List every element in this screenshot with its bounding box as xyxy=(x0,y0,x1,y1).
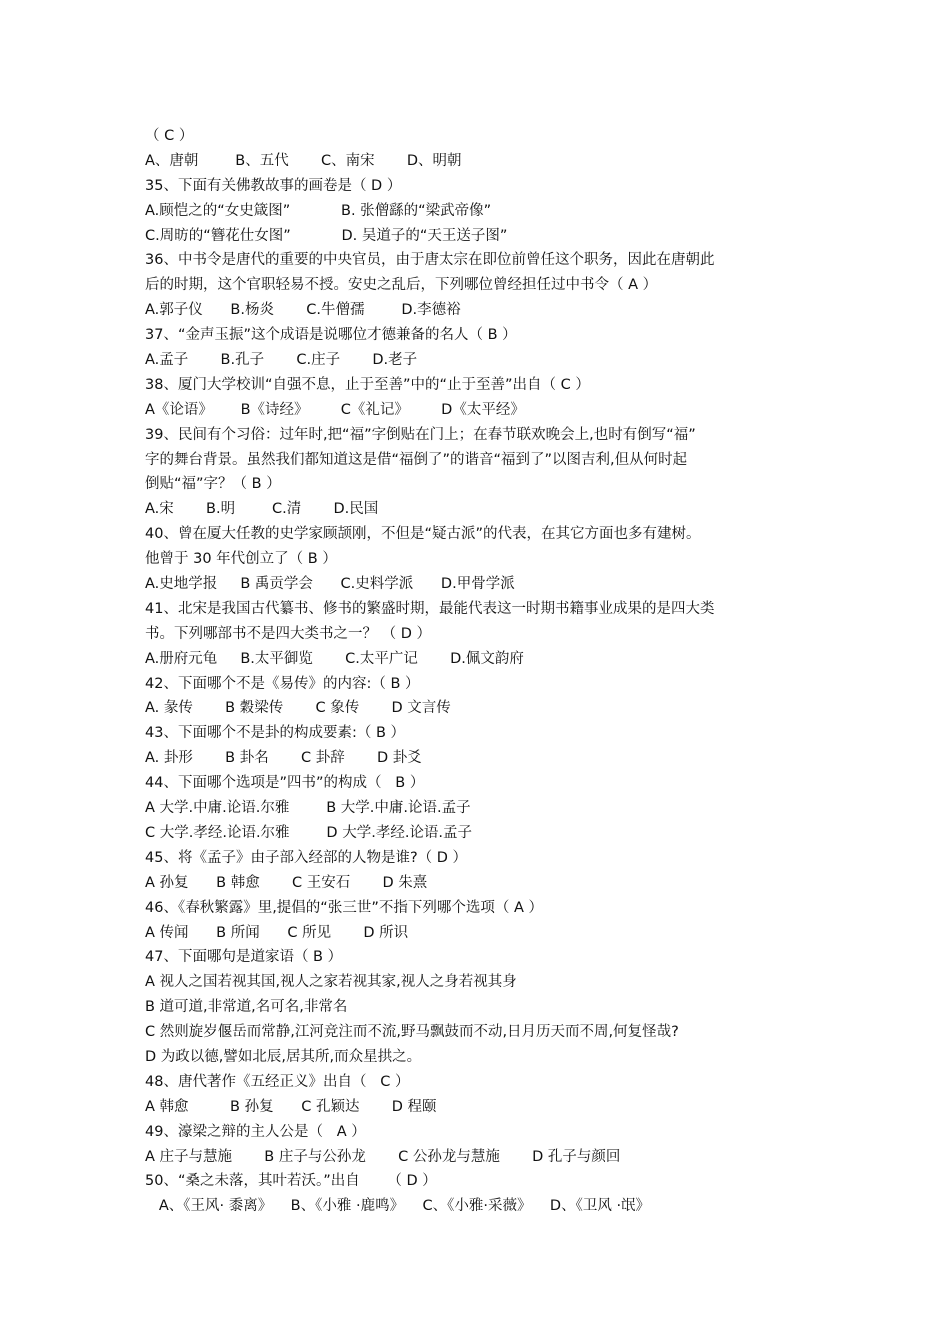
text-line: A 传闻 B 所闻 C 所见 D 所识 xyxy=(145,924,409,941)
text-line: 后的时期，这个官职轻易不授。安史之乱后，下列哪位曾经担任过中书令（ A ） xyxy=(145,277,658,294)
text-line: A 韩愈 B 孙复 C 孔颖达 D 程颐 xyxy=(145,1098,437,1115)
text-line: 47、下面哪句是道家语（ B ） xyxy=(145,949,343,966)
text-line: 42、下面哪个不是《易传》的内容:（ B ） xyxy=(145,675,420,692)
text-line: 49、濠梁之辩的主人公是（ A ） xyxy=(145,1123,366,1140)
text-line: C 然则旋岁偃岳而常静,江河竞注而不流,野马飘鼓而不动,日月历天而不周,何复怪哉? xyxy=(145,1024,679,1041)
text-line: 45、将《孟子》由子部入经部的人物是谁?（ D ） xyxy=(145,849,468,866)
text-line: 倒贴“福”字？（ B ） xyxy=(145,476,281,493)
text-line: 字的舞台背景。虽然我们都知道这是借“福倒了”的谐音“福到了”以图吉利,但从何时起 xyxy=(145,451,688,468)
text-line: A、唐朝 B、五代 C、南宋 D、明朝 xyxy=(145,152,462,169)
text-line: 他曾于 30 年代创立了（ B ） xyxy=(145,551,337,568)
text-line: 38、厦门大学校训“自强不息，止于至善”中的“止于至善”出自（ C ） xyxy=(145,376,590,393)
text-line: A、《王风· 黍离》 B、《小雅 ·鹿鸣》 C、《小雅·采薇》 D、《卫风 ·氓》 xyxy=(145,1198,651,1215)
text-line: A. 彖传 B 穀梁传 C 象传 D 文言传 xyxy=(145,700,451,717)
text-line: B 道可道,非常道,名可名,非常名 xyxy=(145,999,348,1016)
text-line: C 大学.孝经.论语.尔雅 D 大学.孝经.论语.孟子 xyxy=(145,824,473,841)
text-line: A.顾恺之的“女史箴图” B. 张僧繇的“梁武帝像” xyxy=(145,202,492,219)
text-line: A 孙复 B 韩愈 C 王安石 D 朱熹 xyxy=(145,874,428,891)
text-line: A 大学.中庸.论语.尔雅 B 大学.中庸.论语.孟子 xyxy=(145,800,471,817)
text-line: A.史地学报 B 禹贡学会 C.史料学派 D.甲骨学派 xyxy=(145,576,515,593)
text-line: 46、《春秋繁露》里,提倡的“张三世”不指下列哪个选项（ A ） xyxy=(145,899,543,916)
text-line: （ C ） xyxy=(145,128,194,144)
text-line: 35、下面有关佛教故事的画卷是（ D ） xyxy=(145,177,402,194)
text-line: A 庄子与慧施 B 庄子与公孙龙 C 公孙龙与慧施 D 孔子与颜回 xyxy=(145,1148,621,1165)
question-list xyxy=(145,124,815,1219)
text-line: A.孟子 B.孔子 C.庄子 D.老子 xyxy=(145,352,418,369)
text-line: 40、曾在厦大任教的史学家顾颉刚，不但是“疑古派”的代表，在其它方面也多有建树。 xyxy=(145,526,701,543)
text-line: 48、唐代著作《五经正义》出自（ C ） xyxy=(145,1073,410,1090)
text-line: 43、下面哪个不是卦的构成要素:（ B ） xyxy=(145,725,406,742)
text-line: 书。下列哪部书不是四大类书之一？ （ D ） xyxy=(145,625,431,642)
text-line: A.宋 B.明 C.清 D.民国 xyxy=(145,501,379,518)
text-line: 50、“桑之未落，其叶若沃。”出自 （ D ） xyxy=(145,1173,437,1190)
text-line: A.册府元龟 B.太平御览 C.太平广记 D.佩文韵府 xyxy=(145,650,524,667)
text-line: 37、“金声玉振”这个成语是说哪位才德兼备的名人（ B ） xyxy=(145,327,517,344)
text-line: A.郭子仪 B.杨炎 C.牛僧孺 D.李德裕 xyxy=(145,302,461,319)
text-line: 39、民间有个习俗：过年时,把“福”字倒贴在门上；在春节联欢晚会上,也时有倒写“福” xyxy=(145,426,696,443)
text-line: A《论语》 B《诗经》 C《礼记》 D《太平经》 xyxy=(145,401,525,418)
text-line: A. 卦形 B 卦名 C 卦辞 D 卦爻 xyxy=(145,750,422,767)
text-line: 36、中书令是唐代的重要的中央官员，由于唐太宗在即位前曾任这个职务，因此在唐朝此 xyxy=(145,252,715,269)
text-line: A 视人之国若视其国,视人之家若视其家,视人之身若视其身 xyxy=(145,974,517,991)
text-line: 44、下面哪个选项是”四书”的构成（ B ） xyxy=(145,775,425,792)
text-line: 41、北宋是我国古代纂书、修书的繁盛时期，最能代表这一时期书籍事业成果的是四大类 xyxy=(145,600,715,617)
text-line: D 为政以德,譬如北辰,居其所,而众星拱之。 xyxy=(145,1048,422,1065)
text-line: C.周昉的“簪花仕女图” D. 吴道子的“天王送子图” xyxy=(145,227,508,244)
